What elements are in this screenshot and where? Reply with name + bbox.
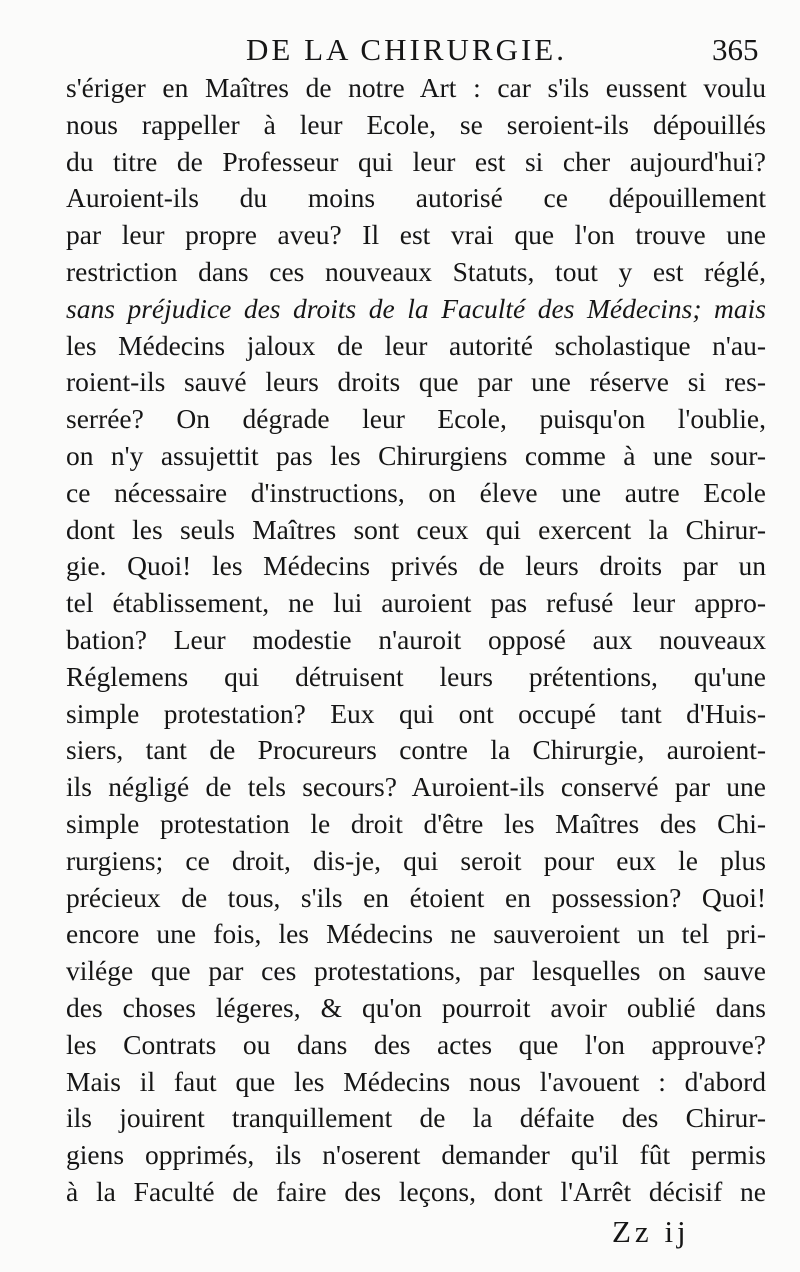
text-line: gie. Quoi! les Médecins privés de leurs droits par un <box>66 550 766 582</box>
text-line: ils jouirent tranquillement de la défaite des Chirur- <box>66 1102 766 1134</box>
text-line: précieux de tous, s'ils en étoient en possession? Quoi! <box>66 881 766 913</box>
text-line: à la Faculté de faire des leçons, dont l'Arrêt décisif ne <box>66 1175 766 1207</box>
text-line: giens opprimés, ils n'oserent demander qu'il fût permis <box>66 1139 766 1171</box>
body-text <box>66 70 766 1211</box>
text-line: simple protestation? Eux qui ont occupé tant d'Huis- <box>66 697 766 729</box>
text-line: rurgiens; ce droit, dis-je, qui seroit pour eux le plus <box>66 844 766 876</box>
text-line: Réglemens qui détruisent leurs prétentions, qu'une <box>66 660 766 692</box>
text-line: des choses légeres, & qu'on pourroit avoir oublié dans <box>66 991 766 1023</box>
text-line: ils négligé de tels secours? Auroient-ils conservé par une <box>66 771 766 803</box>
signature-mark: Zz ij <box>612 1214 690 1249</box>
text-line: Mais il faut que les Médecins nous l'avouent : d'abord <box>66 1065 766 1097</box>
text-line: on n'y assujettit pas les Chirurgiens comme à une sour- <box>66 439 766 471</box>
page-header <box>0 30 800 70</box>
text-line: restriction dans ces nouveaux Statuts, tout y est réglé, <box>66 255 766 287</box>
text-line: siers, tant de Procureurs contre la Chirurgie, auroient- <box>66 734 766 766</box>
text-line: roient-ils sauvé leurs droits que par une réserve si res- <box>66 366 766 398</box>
text-line: serrée? On dégrade leur Ecole, puisqu'on l'oublie, <box>66 403 766 435</box>
text-line: Auroient-ils du moins autorisé ce dépouillement <box>66 182 766 214</box>
text-line: bation? Leur modestie n'auroit opposé aux nouveaux <box>66 623 766 655</box>
text-line: nous rappeller à leur Ecole, se seroient-ils dépouillés <box>66 108 766 140</box>
text-line: par leur propre aveu? Il est vrai que l'on trouve une <box>66 219 766 251</box>
text-line: vilége que par ces protestations, par lesquelles on sauve <box>66 955 766 987</box>
text-line: dont les seuls Maîtres sont ceux qui exercent la Chirur- <box>66 513 766 545</box>
text-line: les Contrats ou dans des actes que l'on approuve? <box>66 1028 766 1060</box>
text-line: les Médecins jaloux de leur autorité scholastique n'au- <box>66 329 766 361</box>
running-title: DE LA CHIRURGIE. <box>246 32 567 67</box>
text-line-italic: sans préjudice des droits de la Faculté des Médecins; mais <box>66 292 766 324</box>
text-line: ce nécessaire d'instructions, on éleve une autre Ecole <box>66 476 766 508</box>
text-line: simple protestation le droit d'être les Maîtres des Chi- <box>66 807 766 839</box>
text-line: s'ériger en Maîtres de notre Art : car s'ils eussent voulu <box>66 72 766 103</box>
page-number: 365 <box>712 32 759 67</box>
text-line: tel établissement, ne lui auroient pas refusé leur appro- <box>66 587 766 619</box>
text-line: encore une fois, les Médecins ne sauveroient un tel pri- <box>66 918 766 950</box>
text-line: du titre de Professeur qui leur est si cher aujourd'hui? <box>66 145 766 177</box>
